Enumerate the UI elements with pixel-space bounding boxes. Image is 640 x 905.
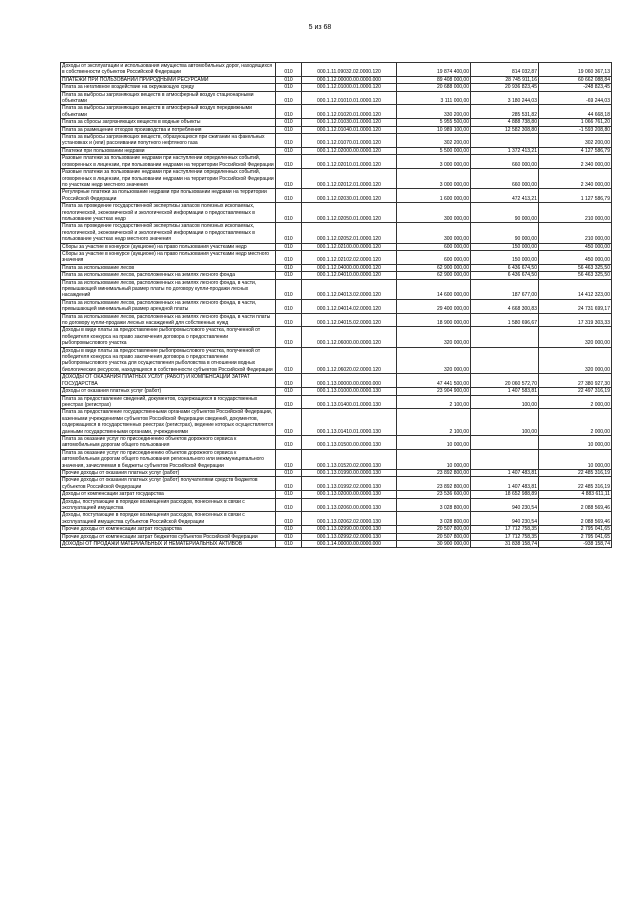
table-row [61,250,612,264]
row-rest-cell: 2 795 041,65 [539,533,612,540]
table-row [61,155,612,169]
row-code-cell: 010 [276,299,302,313]
row-fact-cell: 12 582 308,80 [471,126,539,133]
row-plan-cell: 330 200,00 [397,105,471,119]
row-code-cell: 010 [276,84,302,91]
row-rest-cell: 302 200,00 [539,134,612,148]
table-row [61,76,612,83]
row-rest-cell: 2 088 569,46 [539,498,612,512]
row-plan-cell: 320 000,00 [397,347,471,374]
row-fact-cell [471,327,539,347]
row-kbk-cell: 000.1.12.06020.02.0000.120 [302,347,397,374]
row-name-cell: Доходы от эксплуатации и использования имущества автомобильных дорог, находящихся в собственности субъектов Российской Федерации [61,63,276,77]
row-plan-cell: 5 500 000,00 [397,147,471,154]
row-plan-cell: 300 000,00 [397,203,471,223]
row-name-cell: Плата за выбросы загрязняющих веществ в атмосферный воздух стационарными объектами [61,91,276,105]
table-row [61,264,612,271]
row-fact-cell [471,449,539,469]
row-plan-cell: 18 900 000,00 [397,313,471,327]
row-plan-cell: 30 900 000,00 [397,541,471,548]
row-plan-cell: 23 892 800,00 [397,477,471,491]
row-kbk-cell: 000.1.13.02992.02.0000.130 [302,533,397,540]
row-name-cell: Плата за использование лесов, расположенных на землях лесного фонда [61,272,276,279]
row-code-cell: 010 [276,223,302,243]
row-rest-cell: 1 127 586,79 [539,189,612,203]
row-kbk-cell: 000.1.12.02000.00.0000.120 [302,147,397,154]
row-fact-cell: 187 677,00 [471,279,539,299]
row-code-cell: 010 [276,126,302,133]
row-fact-cell: 6 436 674,50 [471,264,539,271]
row-fact-cell: 814 032,87 [471,63,539,77]
row-name-cell: Сборы за участие в конкурсе (аукционе) на право пользования участками недр местного значения [61,250,276,264]
row-name-cell: ДОХОДЫ ОТ ОКАЗАНИЯ ПЛАТНЫХ УСЛУГ (РАБОТ) И КОМПЕНСАЦИИ ЗАТРАТ ГОСУДАРСТВА [61,374,276,388]
table-row [61,388,612,395]
row-code-cell: 010 [276,76,302,83]
page-counter: 5 из 68 [308,24,332,31]
row-rest-cell: 4 883 611,11 [539,491,612,498]
row-fact-cell: 660 000,00 [471,155,539,169]
row-plan-cell: 29 400 000,00 [397,299,471,313]
row-name-cell: Плата за использование лесов, расположенных на землях лесного фонда, в части, превышающей минимальный размер платы по договору купли-продажи лесных насаждений [61,279,276,299]
row-plan-cell: 2 100,00 [397,395,471,409]
table-row [61,84,612,91]
row-plan-cell: 20 507 800,00 [397,526,471,533]
table-row [61,279,612,299]
row-code-cell: 010 [276,409,302,436]
row-kbk-cell: 000.1.13.02000.00.0000.130 [302,491,397,498]
table-row [61,395,612,409]
row-plan-cell: 3 028 800,00 [397,498,471,512]
row-rest-cell: 4 127 586,79 [539,147,612,154]
row-fact-cell: 20 060 572,70 [471,374,539,388]
table-row [61,223,612,243]
row-kbk-cell: 000.1.12.02010.01.0000.120 [302,155,397,169]
row-kbk-cell: 000.1.11.09032.02.0000.120 [302,63,397,77]
row-plan-cell: 19 874 400,00 [397,63,471,77]
row-rest-cell: 450 000,00 [539,243,612,250]
row-plan-cell: 320 000,00 [397,327,471,347]
row-fact-cell: 17 712 758,35 [471,533,539,540]
row-fact-cell: 4 668 300,83 [471,299,539,313]
row-code-cell: 010 [276,477,302,491]
row-kbk-cell: 000.1.13.01410.01.0000.130 [302,409,397,436]
row-name-cell: Плата за предоставление государственными органами субъектов Российской Федерации, казенными учреждениями субъектов Российской Федерации сведений, документов, содержащихся в государственных реестрах (регистрах), ведение которых осуществляется данными государственными органами, учреждениями [61,409,276,436]
row-name-cell: Регулярные платежи за пользование недрами при пользовании недрами на территории Российской Федерации [61,189,276,203]
row-fact-cell: 18 652 988,89 [471,491,539,498]
row-code-cell: 010 [276,491,302,498]
row-rest-cell: -69 244,03 [539,91,612,105]
row-code-cell: 010 [276,435,302,449]
row-name-cell: Платежи при пользовании недрами [61,147,276,154]
row-code-cell: 010 [276,395,302,409]
table-row [61,533,612,540]
row-plan-cell: 47 441 500,00 [397,374,471,388]
row-rest-cell: 2 340 000,00 [539,169,612,189]
row-kbk-cell: 000.1.13.01992.02.0000.130 [302,477,397,491]
row-fact-cell: 17 712 758,35 [471,526,539,533]
table-row [61,126,612,133]
row-fact-cell: 28 745 911,16 [471,76,539,83]
row-name-cell: Плата за размещение отходов производства и потребления [61,126,276,133]
table-row [61,498,612,512]
row-kbk-cell: 000.1.12.01030.01.0000.120 [302,119,397,126]
table-row [61,105,612,119]
row-rest-cell: 320 000,00 [539,347,612,374]
row-fact-cell: 1 407 483,81 [471,469,539,476]
row-kbk-cell: 000.1.12.02030.01.0000.120 [302,189,397,203]
row-name-cell: ПЛАТЕЖИ ПРИ ПОЛЬЗОВАНИИ ПРИРОДНЫМИ РЕСУРСАМИ [61,76,276,83]
row-fact-cell: 150 000,00 [471,250,539,264]
row-name-cell: Плата за сбросы загрязняющих веществ в водные объекты [61,119,276,126]
row-plan-cell: 3 000 000,00 [397,169,471,189]
row-kbk-cell: 000.1.12.01010.01.0000.120 [302,91,397,105]
row-name-cell: Прочие доходы от компенсации затрат государства [61,526,276,533]
row-code-cell: 010 [276,449,302,469]
row-rest-cell: 56 463 325,50 [539,272,612,279]
row-name-cell: Доходы в виде платы за предоставление рыбопромыслового участка, полученной от победителя конкурса на право заключения договора о предоставлении рыбопромыслового участка [61,327,276,347]
row-code-cell: 010 [276,169,302,189]
table-row [61,435,612,449]
row-kbk-cell: 000.1.12.04014.02.0000.120 [302,299,397,313]
row-name-cell: Прочие доходы от компенсации затрат бюджетов субъектов Российской Федерации [61,533,276,540]
row-kbk-cell: 000.1.14.00000.00.0000.000 [302,541,397,548]
row-rest-cell: -938 158,74 [539,541,612,548]
row-name-cell: Плата за проведение государственной экспертизы запасов полезных ископаемых, геологической, экономической и экологической информации о предоставляемых в пользование участках недр [61,203,276,223]
row-kbk-cell: 000.1.13.00000.00.0000.000 [302,374,397,388]
row-name-cell: Плата за проведение государственной экспертизы запасов полезных ископаемых, геологической, экономической и экологической информации о предоставляемых в пользование участках недр местного значения [61,223,276,243]
table-row [61,491,612,498]
row-name-cell: Плата за использование лесов [61,264,276,271]
row-plan-cell: 23 904 900,00 [397,388,471,395]
row-rest-cell: 320 000,00 [539,327,612,347]
row-name-cell: Доходы в виде платы за предоставление рыбопромыслового участка, полученной от победителя конкурса на право заключения договора о предоставлении рыбопромыслового участка для осуществления рыболовства в отношении водных биологических ресурсов, находящихся в собственности субъектов Российской Федерации [61,347,276,374]
revenue-table [60,62,612,548]
row-kbk-cell: 000.1.12.01020.01.0000.120 [302,105,397,119]
row-code-cell: 010 [276,250,302,264]
row-kbk-cell: 000.1.12.04010.00.0000.120 [302,272,397,279]
table-row [61,347,612,374]
row-kbk-cell: 000.1.12.02100.00.0000.120 [302,243,397,250]
row-kbk-cell: 000.1.13.01520.02.0000.130 [302,449,397,469]
table-row [61,449,612,469]
row-fact-cell: 1 407 483,81 [471,477,539,491]
row-plan-cell: 3 111 000,00 [397,91,471,105]
row-plan-cell: 302 200,00 [397,134,471,148]
table-row [61,313,612,327]
row-name-cell: Доходы, поступающие в порядке возмещения расходов, понесенных в связи с эксплуатацией имущества субъектов Российской Федерации [61,512,276,526]
row-fact-cell: 1 407 583,81 [471,388,539,395]
table-row [61,147,612,154]
row-fact-cell: 940 230,54 [471,498,539,512]
row-plan-cell: 10 000,00 [397,435,471,449]
row-fact-cell: 31 838 158,74 [471,541,539,548]
row-rest-cell: 22 485 316,19 [539,469,612,476]
table-row [61,134,612,148]
row-code-cell: 010 [276,147,302,154]
row-code-cell: 010 [276,91,302,105]
row-kbk-cell: 000.1.13.02062.02.0000.130 [302,512,397,526]
row-code-cell: 010 [276,313,302,327]
row-code-cell: 010 [276,279,302,299]
table-row [61,409,612,436]
row-rest-cell: 27 380 927,30 [539,374,612,388]
row-name-cell: Плата за использование лесов, расположенных на землях лесного фонда, в части, превышающей минимальный размер арендной платы [61,299,276,313]
row-name-cell: Разовые платежи за пользование недрами при наступлении определенных событий, оговоренных в лицензии, при пользовании недрами на территории Российской Федерации [62,155,274,168]
row-fact-cell: 100,00 [471,395,539,409]
row-name-cell: Плата за негативное воздействие на окружающую среду [61,84,276,91]
table-row [61,477,612,491]
row-rest-cell: 2 000,00 [539,409,612,436]
row-kbk-cell: 000.1.13.02060.00.0000.130 [302,498,397,512]
row-fact-cell: 1 372 413,21 [471,147,539,154]
row-name-cell: Плата за оказание услуг по присоединению объектов дорожного сервиса к автомобильным дорогам общего пользования регионального или межмуниципального значения, зачисляемая в бюджеты субъектов Российской Федерации [61,449,276,469]
row-kbk-cell: 000.1.12.02050.01.0000.120 [302,203,397,223]
row-code-cell: 010 [276,63,302,77]
row-fact-cell: 100,00 [471,409,539,436]
row-fact-cell: 3 180 244,03 [471,91,539,105]
row-plan-cell: 1 600 000,00 [397,189,471,203]
row-code-cell: 010 [276,526,302,533]
table-row [61,272,612,279]
row-code-cell: 010 [276,134,302,148]
row-name-cell: Доходы от компенсации затрат государства [61,491,276,498]
row-fact-cell: 90 000,00 [471,203,539,223]
row-plan-cell: 14 600 000,00 [397,279,471,299]
row-rest-cell: 14 412 323,00 [539,279,612,299]
row-rest-cell: 2 000,00 [539,395,612,409]
row-kbk-cell: 000.1.12.04015.02.0000.120 [302,313,397,327]
row-rest-cell: 450 000,00 [539,250,612,264]
row-name-cell: Плата за оказание услуг по присоединению объектов дорожного сервиса к автомобильным дорогам общего пользования [61,435,276,449]
row-kbk-cell: 000.1.13.01990.00.0000.130 [302,469,397,476]
row-fact-cell: 20 936 823,45 [471,84,539,91]
row-name-cell: Доходы от оказания платных услуг (работ) [61,388,276,395]
row-code-cell: 010 [276,374,302,388]
row-code-cell: 010 [276,203,302,223]
row-rest-cell: 2 340 000,00 [539,155,612,169]
row-name-cell: Разовые платежи за пользование недрами при наступлении определенных событий, оговоренных в лицензии, при пользовании недрами на территории Российской Федерации по участкам недр местного значения [62,169,274,188]
table-row [61,91,612,105]
row-plan-cell: 62 900 000,00 [397,272,471,279]
row-plan-cell: 5 955 500,00 [397,119,471,126]
row-kbk-cell: 000.1.12.02012.01.0000.120 [302,169,397,189]
row-fact-cell: 940 230,54 [471,512,539,526]
row-kbk-cell: 000.1.12.06000.00.0000.120 [302,327,397,347]
row-name-cell: Плата за предоставление сведений, документов, содержащихся в государственных реестрах (регистрах) [61,395,276,409]
table-row [61,119,612,126]
row-plan-cell: 10 000,00 [397,449,471,469]
table-row [61,526,612,533]
row-code-cell: 010 [276,272,302,279]
row-rest-cell: 210 000,00 [539,203,612,223]
table-row [61,374,612,388]
row-kbk-cell: 000.1.12.01000.01.0000.120 [302,84,397,91]
row-kbk-cell: 000.1.12.04000.00.0000.120 [302,264,397,271]
row-rest-cell: 10 000,00 [539,435,612,449]
row-name-cell: Плата за использование лесов, расположенных на землях лесного фонда, в части платы по договору купли-продажи лесных насаждений для собственных нужд [61,313,276,327]
row-code-cell: 010 [276,327,302,347]
row-fact-cell: 285 531,82 [471,105,539,119]
row-fact-cell [471,347,539,374]
row-fact-cell: 150 000,00 [471,243,539,250]
table-row [61,169,612,189]
row-name-cell: Плата за выбросы загрязняющих веществ в атмосферный воздух передвижными объектами [61,105,276,119]
row-fact-cell: 90 000,00 [471,223,539,243]
row-fact-cell [471,134,539,148]
table-row [61,327,612,347]
row-code-cell: 010 [276,388,302,395]
row-plan-cell: 20 507 800,00 [397,533,471,540]
row-plan-cell: 2 100,00 [397,409,471,436]
row-kbk-cell: 000.1.12.01070.01.0000.120 [302,134,397,148]
row-fact-cell: 472 413,21 [471,189,539,203]
row-fact-cell [471,435,539,449]
row-rest-cell: 22 497 316,19 [539,388,612,395]
row-code-cell: 010 [276,533,302,540]
row-rest-cell: 2 795 041,65 [539,526,612,533]
row-rest-cell: -248 823,45 [539,84,612,91]
row-name-cell: Сборы за участие в конкурсе (аукционе) на право пользования участками недр [61,243,276,250]
row-plan-cell: 23 536 600,00 [397,491,471,498]
row-rest-cell: 56 463 325,50 [539,264,612,271]
row-rest-cell: 10 000,00 [539,449,612,469]
row-name-cell: Прочие доходы от оказания платных услуг (работ) получателями средств бюджетов субъектов Российской Федерации [61,477,276,491]
row-rest-cell: 24 731 699,17 [539,299,612,313]
row-code-cell: 010 [276,243,302,250]
row-code-cell: 010 [276,347,302,374]
row-plan-cell: 89 408 000,00 [397,76,471,83]
row-kbk-cell: 000.1.13.01400.01.0000.130 [302,395,397,409]
row-kbk-cell: 000.1.13.01500.00.0000.130 [302,435,397,449]
table-row [61,63,612,77]
row-code-cell: 010 [276,189,302,203]
row-code-cell: 010 [276,541,302,548]
row-kbk-cell: 000.1.12.00000.00.0000.000 [302,76,397,83]
row-plan-cell: 10 989 100,00 [397,126,471,133]
row-fact-cell: 6 436 674,50 [471,272,539,279]
row-rest-cell: 210 000,00 [539,223,612,243]
row-fact-cell: 660 000,00 [471,169,539,189]
row-plan-cell: 62 900 000,00 [397,264,471,271]
row-kbk-cell: 000.1.12.02102.02.0000.120 [302,250,397,264]
row-rest-cell: 60 662 088,84 [539,76,612,83]
table-row [61,541,612,548]
row-rest-cell: 44 668,18 [539,105,612,119]
row-plan-cell: 3 028 800,00 [397,512,471,526]
row-rest-cell: 19 060 367,13 [539,63,612,77]
row-name-cell: Прочие доходы от оказания платных услуг (работ) [61,469,276,476]
row-plan-cell: 600 000,00 [397,250,471,264]
row-code-cell: 010 [276,469,302,476]
row-rest-cell: -1 593 208,80 [539,126,612,133]
row-plan-cell: 23 892 800,00 [397,469,471,476]
row-name-cell: Доходы, поступающие в порядке возмещения расходов, понесенных в связи с эксплуатацией имущества [61,498,276,512]
row-plan-cell: 3 000 000,00 [397,155,471,169]
row-plan-cell: 600 000,00 [397,243,471,250]
table-row [61,243,612,250]
row-code-cell: 010 [276,498,302,512]
row-code-cell: 010 [276,155,302,169]
row-fact-cell: 1 580 696,67 [471,313,539,327]
row-code-cell: 010 [276,512,302,526]
table-row [61,189,612,203]
row-code-cell: 010 [276,105,302,119]
row-rest-cell: 17 319 303,33 [539,313,612,327]
table-row [61,512,612,526]
row-kbk-cell: 000.1.12.04013.02.0000.120 [302,279,397,299]
revenue-table-body [61,63,612,548]
row-code-cell: 010 [276,119,302,126]
row-name-cell: Плата за выбросы загрязняющих веществ, образующихся при сжигании на факельных установках и (или) рассеивании попутного нефтяного газа [61,134,276,148]
row-rest-cell: 2 088 569,46 [539,512,612,526]
row-kbk-cell: 000.1.13.02990.00.0000.130 [302,526,397,533]
row-kbk-cell: 000.1.13.01000.00.0000.130 [302,388,397,395]
row-kbk-cell: 000.1.12.02052.01.0000.120 [302,223,397,243]
row-rest-cell: 1 066 761,20 [539,119,612,126]
row-name-cell: ДОХОДЫ ОТ ПРОДАЖИ МАТЕРИАЛЬНЫХ И НЕМАТЕРИАЛЬНЫХ АКТИВОВ [61,541,276,548]
row-plan-cell: 20 688 000,00 [397,84,471,91]
table-row [61,203,612,223]
table-row [61,299,612,313]
row-code-cell: 010 [276,264,302,271]
row-kbk-cell: 000.1.12.01040.01.0000.120 [302,126,397,133]
table-row [61,469,612,476]
row-plan-cell: 300 000,00 [397,223,471,243]
row-fact-cell: 4 888 738,80 [471,119,539,126]
row-rest-cell: 22 485 316,19 [539,477,612,491]
